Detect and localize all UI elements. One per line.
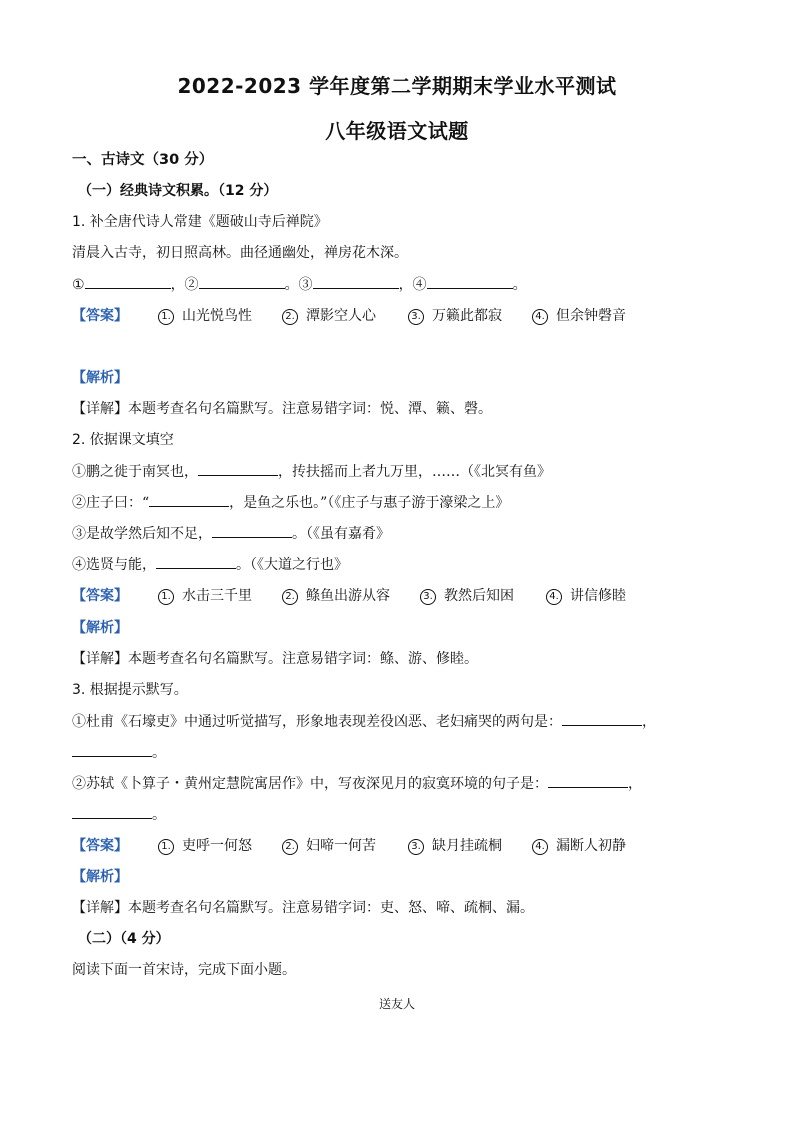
blank-field[interactable]: [72, 804, 152, 819]
q3-line2-cont: 。: [72, 804, 166, 825]
q2-detail: 【详解】本题考查名句名篇默写。注意易错字词：鲦、游、修睦。: [72, 651, 478, 667]
exam-subtitle: 八年级语文试题: [325, 119, 469, 143]
blank-field[interactable]: [212, 523, 292, 538]
q3-prompt: 3. 根据提示默写。: [72, 682, 188, 698]
q1-detail: 【详解】本题考查名句名篇默写。注意易错字词：悦、潭、籁、磬。: [72, 401, 492, 417]
circled-number: 1.: [158, 589, 174, 605]
q2-line3: ③是故学然后知不足， 。（《虽有嘉肴》: [72, 523, 390, 544]
blank-field[interactable]: [562, 711, 642, 726]
answer-item: 1. 水击三千里: [158, 586, 252, 606]
blank-field[interactable]: [72, 742, 152, 757]
q2-answer-row: [72, 586, 692, 606]
circled-number: 2.: [282, 589, 298, 605]
answer-item: 2. 妇啼一何苦: [282, 836, 376, 856]
blank-field[interactable]: [85, 274, 171, 289]
circled-number: 4.: [532, 309, 548, 325]
answer-item: 4. 漏断人初静: [532, 836, 626, 856]
answer-item: 3. 万籁此都寂: [408, 306, 502, 326]
q2-prompt: 2. 依据课文填空: [72, 432, 174, 448]
q3-line1-cont: 。: [72, 742, 166, 763]
blank-field[interactable]: [156, 554, 236, 569]
answer-label: 【答案】: [72, 838, 128, 854]
analysis-label: 【解析】: [72, 620, 128, 636]
q2-line1: ①鹏之徙于南冥也， ，抟扶摇而上者九万里，……（《北冥有鱼》: [72, 461, 551, 482]
circled-number: 4.: [532, 839, 548, 855]
part1-heading: （一）经典诗文积累。（12 分）: [78, 183, 278, 199]
answer-item: 1. 吏呼一何怒: [158, 836, 252, 856]
answer-item: 3. 缺月挂疏桐: [408, 836, 502, 856]
q3-detail: 【详解】本题考查名句名篇默写。注意易错字词：吏、怒、啼、疏桐、漏。: [72, 900, 534, 916]
q1-text: 清晨入古寺，初日照高林。曲径通幽处，禅房花木深。: [72, 245, 408, 261]
circled-number: 1.: [158, 309, 174, 325]
q3-line2: ②苏轼《卜算子・黄州定慧院寓居作》中，写夜深见月的寂寞环境的句子是： ，: [72, 773, 642, 794]
q2-line2: ②庄子曰：“ ，是鱼之乐也。”（《庄子与惠子游于濠梁之上》: [72, 492, 509, 513]
circled-number: 1.: [158, 839, 174, 855]
answer-item: 2. 鲦鱼出游从容: [282, 586, 390, 606]
answer-item: 4. 讲信修睦: [546, 586, 626, 606]
blank-field[interactable]: [149, 492, 229, 507]
part2-heading: （二）（4 分）: [78, 931, 170, 947]
q1-prompt: 1. 补全唐代诗人常建《题破山寺后禅院》: [72, 214, 328, 230]
circled-number: 3.: [408, 309, 424, 325]
answer-item: 3. 教然后知困: [420, 586, 514, 606]
blank-field[interactable]: [313, 274, 399, 289]
circled-number: 4.: [546, 589, 562, 605]
answer-label: 【答案】: [72, 308, 128, 324]
circled-number: 3.: [420, 589, 436, 605]
analysis-label: 【解析】: [72, 869, 128, 885]
exam-title: 2022-2023 学年度第二学期期末学业水平测试: [177, 74, 617, 98]
section-heading: 一、古诗文（30 分）: [72, 152, 214, 168]
blank-field[interactable]: [548, 773, 628, 788]
blank-field[interactable]: [427, 274, 513, 289]
blank-field[interactable]: [198, 461, 278, 476]
answer-item: 2. 潭影空人心: [282, 306, 376, 326]
q3-answer-row: [72, 836, 692, 856]
q1-answer-row: [72, 306, 692, 326]
circled-number: 3.: [408, 839, 424, 855]
q2-line4: ④选贤与能， 。（《大道之行也》: [72, 554, 348, 575]
analysis-label: 【解析】: [72, 370, 128, 386]
q1-blanks: ① ，② 。③ ，④ 。: [72, 274, 527, 295]
poem-title: 送友人: [378, 997, 415, 1011]
circled-number: 2.: [282, 309, 298, 325]
answer-item: 1. 山光悦鸟性: [158, 306, 252, 326]
circled-number: 2.: [282, 839, 298, 855]
q3-line1: ①杜甫《石壕吏》中通过听觉描写，形象地表现差役凶恶、老妇痛哭的两句是： ，: [72, 711, 656, 732]
blank-field[interactable]: [199, 274, 285, 289]
answer-label: 【答案】: [72, 588, 128, 604]
part2-intro: 阅读下面一首宋诗，完成下面小题。: [72, 962, 296, 978]
answer-item: 4. 但余钟磬音: [532, 306, 626, 326]
